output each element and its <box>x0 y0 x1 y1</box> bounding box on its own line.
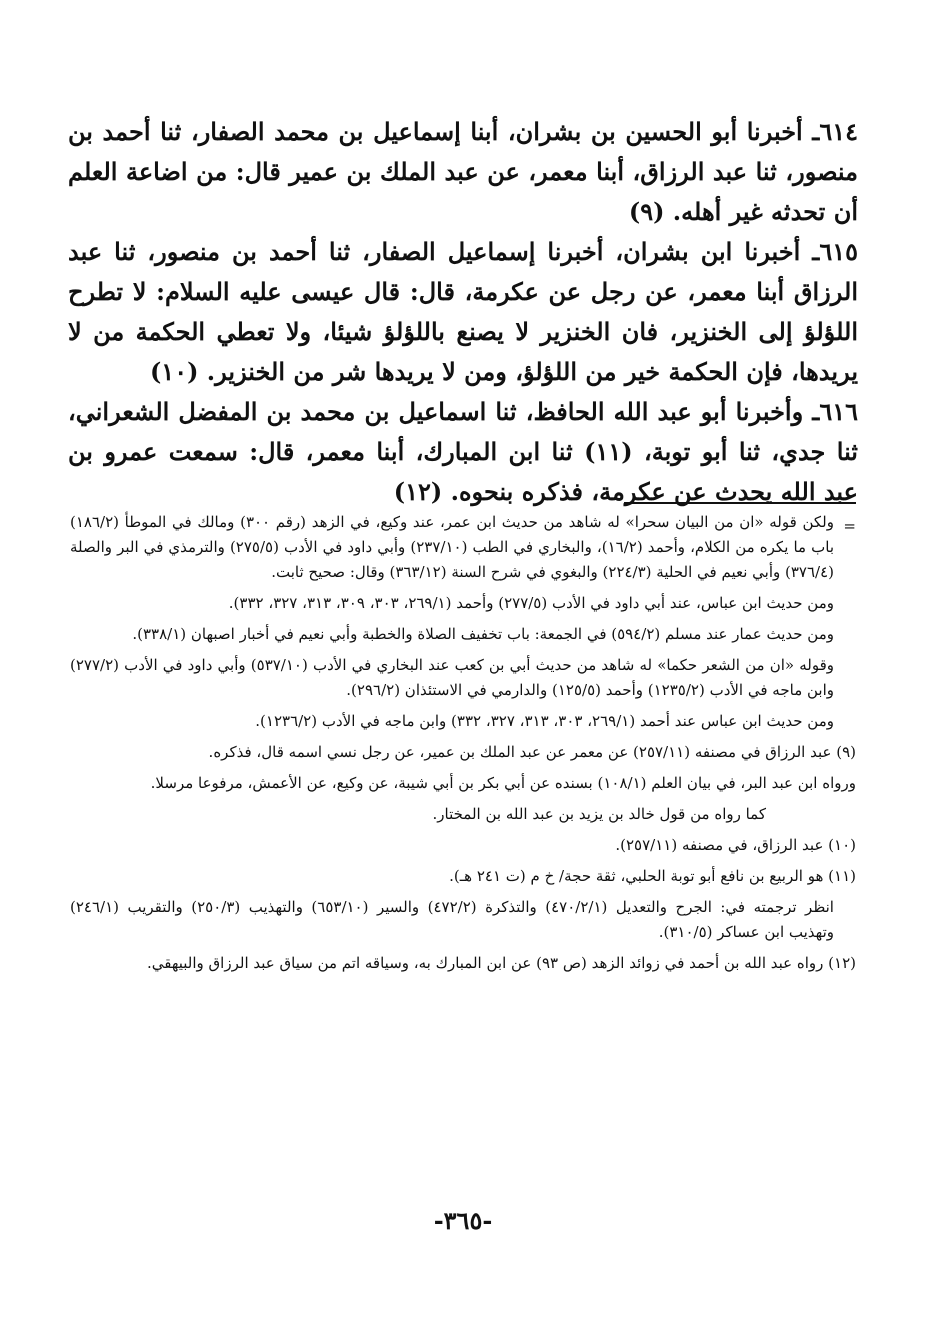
hadith-616: ٦١٦ـ وأخبرنا أبو عبد الله الحافظ، ثنا اسماعيل بن محمد بن المفضل الشعراني، ثنا جدي، ثنا أبو توبة، (١١) ثنا ابن المبارك، أبنا معمر، قال: سمعت عمرو بن عبد الله يحدث عن عكرمة، فذكره بنحوه. (١٢) <box>68 397 858 506</box>
footnote-11-continued: انظر ترجمته في: الجرح والتعديل (٤٧٠/٢/١) والتذكرة (٤٧٢/٢) والسير (٦٥٣/١٠) والتهذيب (٢٥٠/٣) والتقريب (٢٤٦/١) وتهذيب ابن عساكر (٣١٠/٥). <box>70 898 834 941</box>
footnote-continued-1: ولكن قوله «ان من البيان سحرا» له شاهد من حديث ابن عمر، عند وكيع، في الزهد (رقم ٣٠٠) ومالك في الموطأ (١٨٦/٢) باب ما يكره من الكلام، وأحمد (١٦/٢)، والبخاري في الطب (٢٣٧/١٠) وأبي داود في الأدب (٢٧٥/٥) والترمذي في البر والصلة (٣٧٦/٤) وأبي نعيم في الحلية (٢٢٤/٣) والبغوي في شرح السنة (٣٦٣/١٢) وقال: صحيح ثابت. <box>70 513 834 581</box>
hadith-615: ٦١٥ـ أخبرنا ابن بشران، أخبرنا إسماعيل الصفار، ثنا أحمد بن منصور، ثنا عبد الرزاق أبنا معمر، عن رجل عن عكرمة، قال: قال عيسى عليه السلام: لا تطرح اللؤلؤ إلى الخنزير، فان الخنزير لا يصنع باللؤلؤ شيئا، ولا تعطي الحكمة من لا يريدها، فإن الحكمة خير من اللؤلؤ، ومن لا يريدها شر من الخنزير. (١٠) <box>68 237 858 386</box>
footnote-9-continued: ورواه ابن عبد البر، في بيان العلم (١٠٨/١) بسنده عن أبي بكر بن أبي شيبة، عن وكيع، عن الأعمش، مرفوعا مرسلا. <box>150 774 856 792</box>
main-text <box>68 112 858 512</box>
footnotes <box>70 510 856 982</box>
footnote-continued-5: ومن حديث ابن عباس عند أحمد (٢٦٩/١، ٣٠٣، ٣١٣، ٣٢٧، ٣٣٢) وابن ماجه في الأدب (١٢٣٦/٢). <box>255 712 834 730</box>
hadith-614: ٦١٤ـ أخبرنا أبو الحسين بن بشران، أبنا إسماعيل بن محمد الصفار، ثنا أحمد بن منصور، ثنا عبد الرزاق، أبنا معمر، عن عبد الملك بن عمير قال: من اضاعة العلم أن تحدثه غير أهله. (٩) <box>68 117 858 226</box>
footnote-continued-3: ومن حديث عمار عند مسلم (٥٩٤/٢) في الجمعة: باب تخفيف الصلاة والخطبة وأبي نعيم في أخبار اصبهان (٣٣٨/١). <box>132 625 834 643</box>
footnote-12: (١٢) رواه عبد الله بن أحمد في زوائد الزهد (ص ٩٣) عن ابن المبارك به، وسياقه اتم من سياق عبد الرزاق والبيهقي. <box>146 954 856 972</box>
footnote-11: (١١) هو الربيع بن نافع أبو توبة الحلبي، ثقة حجة/ خ م (ت ٢٤١ هـ). <box>449 867 856 885</box>
continuation-mark: = <box>843 517 856 535</box>
footnote-continued-2: ومن حديث ابن عباس، عند أبي داود في الأدب (٢٧٧/٥) وأحمد (٢٦٩/١، ٣٠٣، ٣٠٩، ٣١٣، ٣٢٧، ٣٣٢). <box>228 594 834 612</box>
footnote-divider <box>624 502 856 504</box>
footnote-10: (١٠) عبد الرزاق، في مصنفه (٢٥٧/١١). <box>615 836 856 854</box>
footnote-continued-4: وقوله «ان من الشعر حكما» له شاهد من حديث أبي بن كعب عند البخاري في الأدب (٥٣٧/١٠) وأبي داود في الأدب (٢٧٧/٢) وابن ماجه في الأدب (١٢٣٥/٢) وأحمد (١٢٥/٥) والدارمي في الاستئذان (٢٩٦/٢). <box>70 656 834 699</box>
page-number: -٣٦٥- <box>433 1206 493 1235</box>
footnote-9-note: كما رواه من قول خالد بن يزيد بن عبد الله بن المختار. <box>432 805 766 823</box>
footnote-9: (٩) عبد الرزاق في مصنفه (٢٥٧/١١) عن معمر عن عبد الملك بن عمير، عن رجل نسي اسمه قال، فذكره. <box>208 743 856 761</box>
